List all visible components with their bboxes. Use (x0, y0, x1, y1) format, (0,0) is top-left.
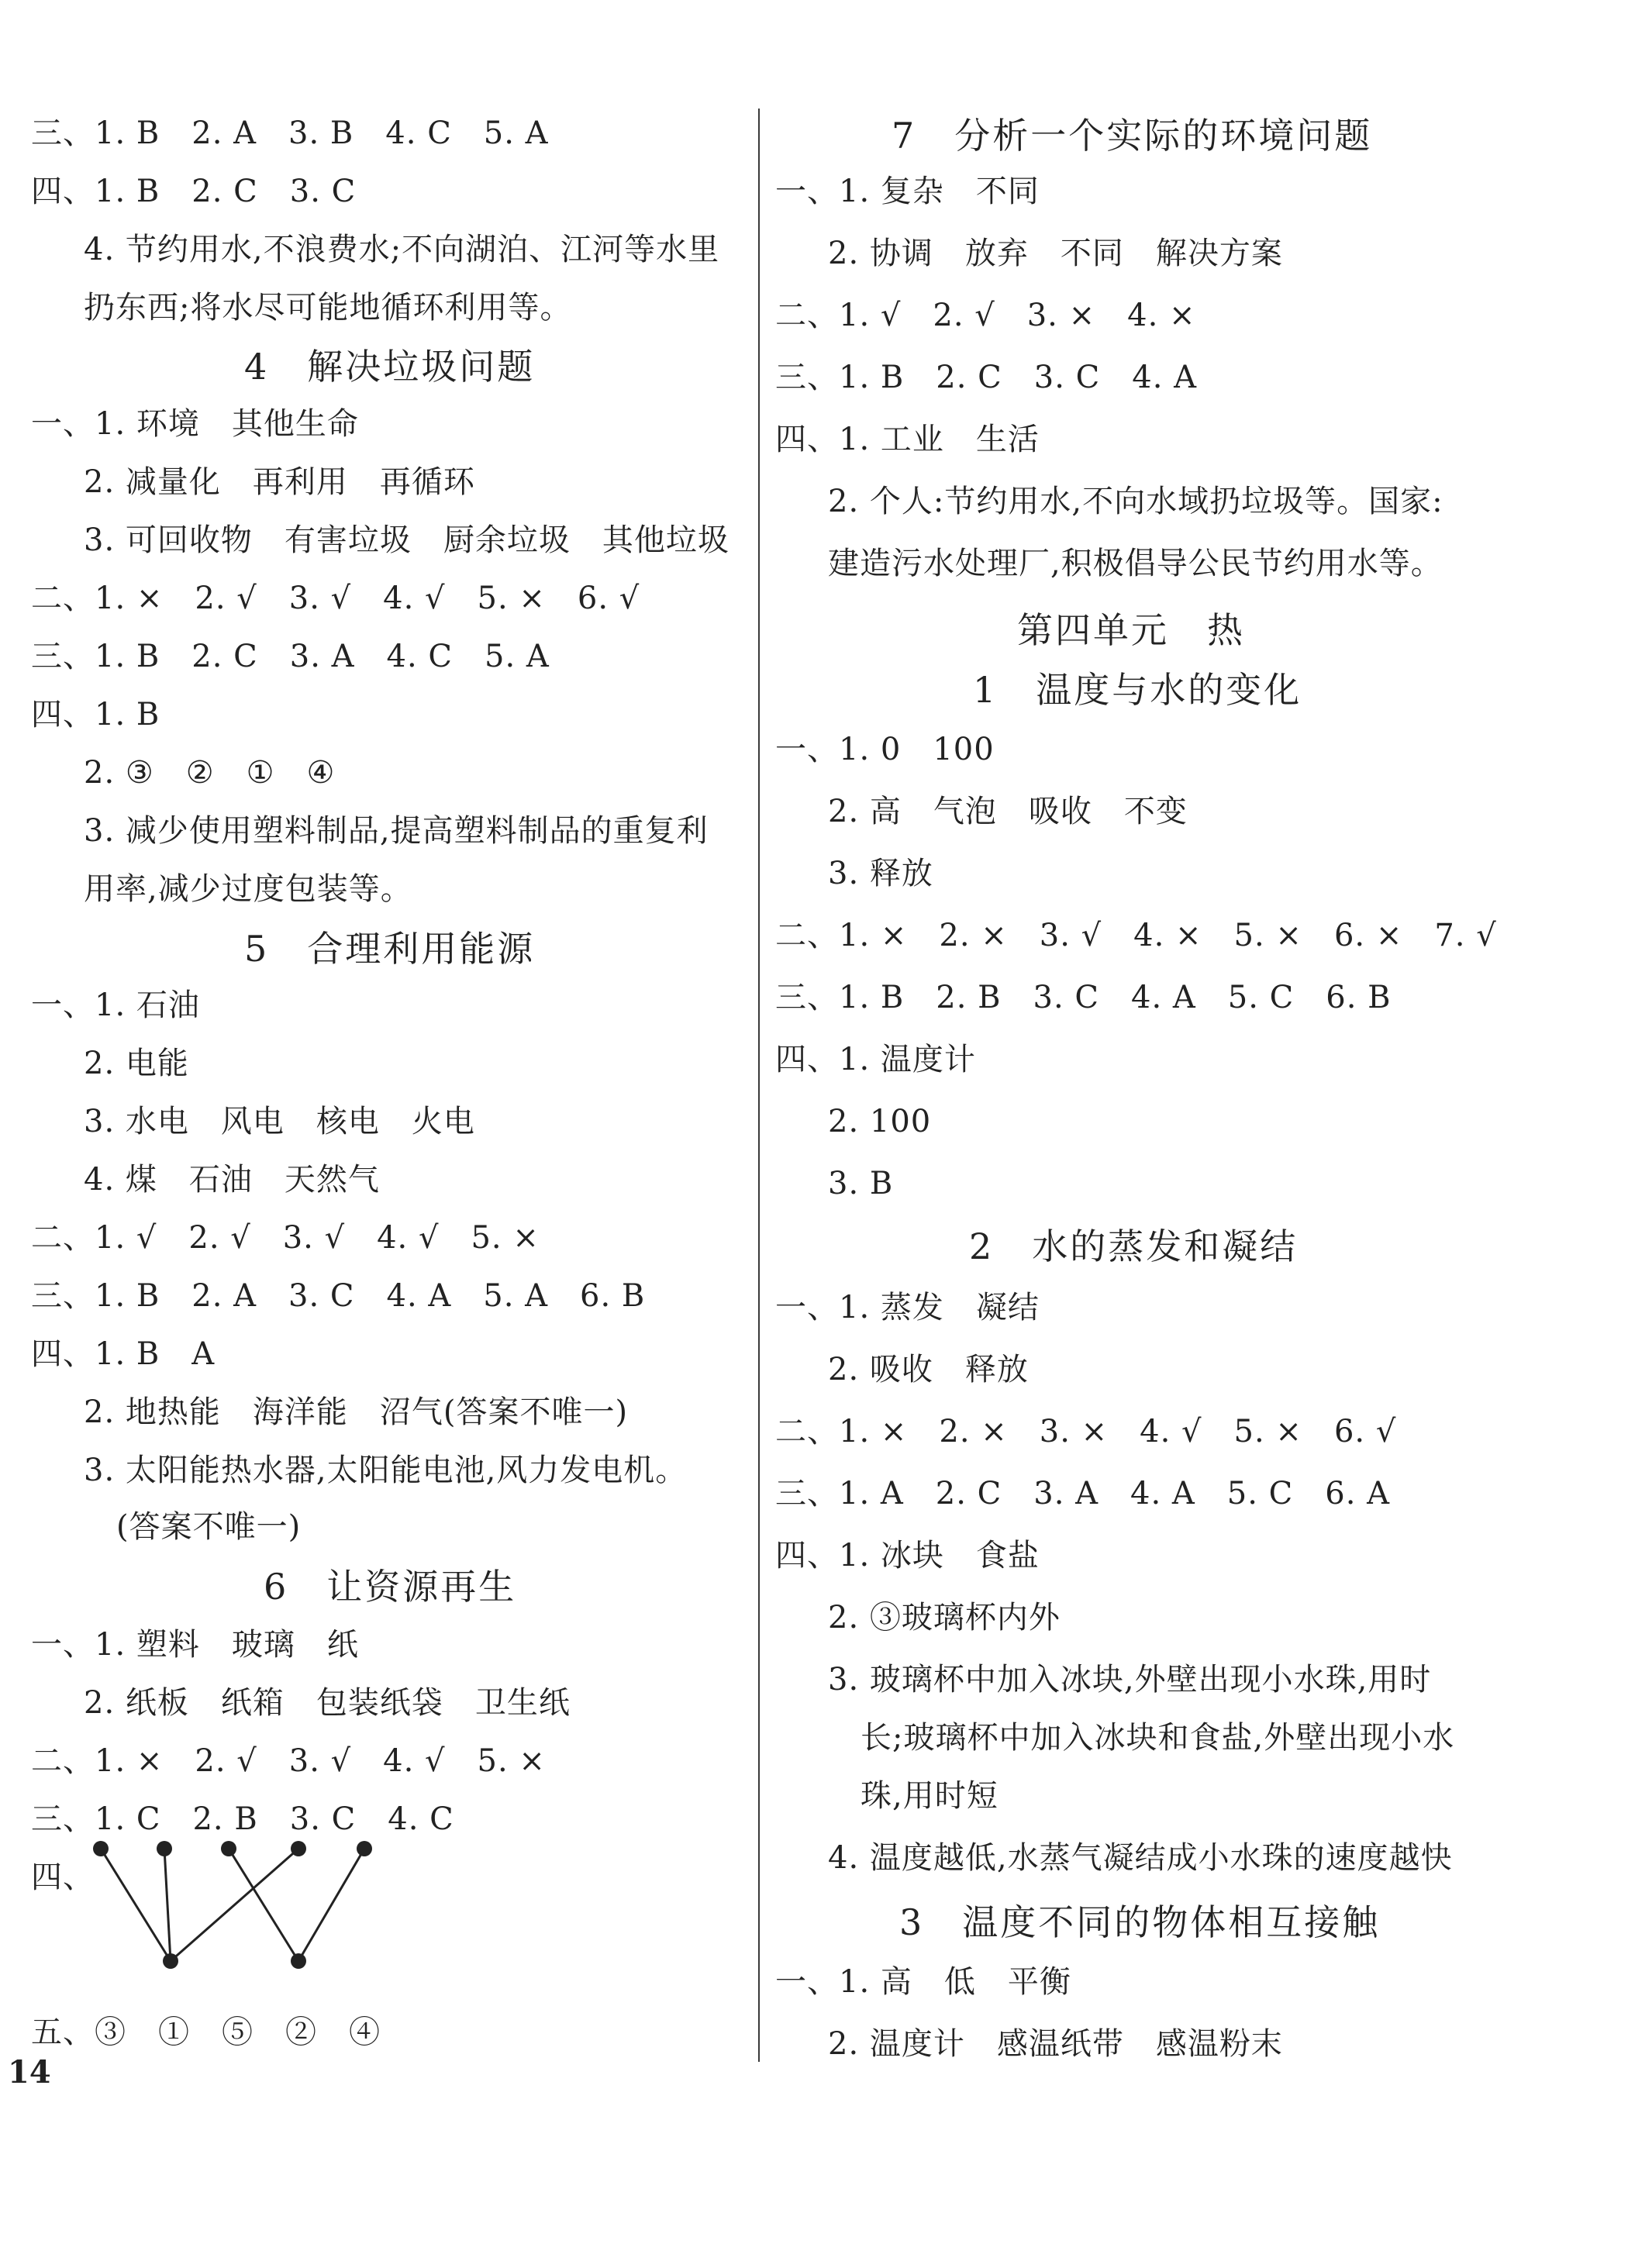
column-divider (758, 109, 760, 2062)
answer-line: 一、1. 石油 (31, 988, 200, 1023)
answer-line: 3. 释放 (828, 856, 933, 891)
match-dot (291, 1841, 306, 1856)
answer-line: 三、1. C 2. B 3. C 4. C (31, 1801, 454, 1837)
answer-line: 三、1. B 2. A 3. C 4. A 5. A 6. B (31, 1278, 646, 1314)
answer-line: 长;玻璃杯中加入冰块和食盐,外壁出现小水 (861, 1720, 1455, 1756)
answer-line: 一、1. 复杂 不同 (775, 174, 1040, 209)
answer-line: 一、1. 蒸发 凝结 (775, 1290, 1040, 1325)
answer-line: 三、1. B 2. C 3. A 4. C 5. A (31, 639, 550, 674)
answer-line: 五、③ ① ⑤ ② ④ (31, 2015, 381, 2050)
answer-line: 3. 减少使用塑料制品,提高塑料制品的重复利 (84, 813, 709, 849)
match-line (298, 1849, 364, 1961)
answer-line: 2. 减量化 再利用 再循环 (84, 464, 475, 500)
answer-line: 2. 纸板 纸箱 包装纸袋 卫生纸 (84, 1685, 571, 1721)
match-dot (163, 1953, 178, 1969)
answer-line: 2. 电能 (84, 1046, 189, 1081)
answer-line: 2. 100 (828, 1104, 932, 1139)
match-dot (221, 1841, 236, 1856)
answer-line: 一、1. 高 低 平衡 (775, 1964, 1071, 2000)
answer-line: 2. ③玻璃杯内外 (828, 1600, 1061, 1636)
answer-line: 2. ③ ② ① ④ (84, 755, 336, 791)
answer-line: 四、1. B (31, 697, 160, 732)
answer-line: 扔东西;将水尽可能地循环利用等。 (84, 290, 572, 326)
unit-heading: 第四单元 热 (1017, 609, 1245, 651)
match-line (171, 1849, 298, 1961)
answer-line: 4. 温度越低,水蒸气凝结成小水珠的速度越快 (828, 1840, 1453, 1876)
answer-line: 3. B (828, 1166, 894, 1201)
answer-line: (答案不唯一) (116, 1509, 302, 1545)
answer-line: 三、1. B 2. C 3. C 4. A (775, 360, 1198, 395)
matching-diagram (78, 1833, 403, 1988)
answer-line: 2. 高 气泡 吸收 不变 (828, 794, 1188, 829)
answer-line: 二、1. × 2. √ 3. √ 4. √ 5. × 6. √ (31, 581, 640, 616)
answer-line: 二、1. × 2. × 3. √ 4. × 5. × 6. × 7. √ (775, 918, 1497, 953)
answer-line: 2. 地热能 海洋能 沼气(答案不唯一) (84, 1394, 629, 1430)
answer-line: 二、1. × 2. × 3. × 4. √ 5. × 6. √ (775, 1414, 1397, 1449)
answer-line: 2. 吸收 释放 (828, 1352, 1029, 1387)
section-heading: 1 温度与水的变化 (973, 669, 1302, 711)
page-number: 14 (8, 2054, 51, 2090)
section-heading: 3 温度不同的物体相互接触 (899, 1901, 1381, 1943)
answer-line: 四、 (31, 1860, 95, 1895)
section-heading: 4 解决垃圾问题 (244, 346, 536, 388)
match-line (229, 1849, 298, 1961)
match-dot (357, 1841, 372, 1856)
answer-line: 一、1. 环境 其他生命 (31, 406, 359, 442)
answer-line: 3. 太阳能热水器,太阳能电池,风力发电机。 (84, 1453, 688, 1488)
answer-line: 三、1. B 2. A 3. B 4. C 5. A (31, 115, 549, 151)
answer-line: 3. 水电 风电 核电 火电 (84, 1104, 475, 1139)
answer-line: 四、1. 冰块 食盐 (775, 1538, 1040, 1573)
section-heading: 7 分析一个实际的环境问题 (892, 115, 1373, 157)
match-line (164, 1849, 171, 1961)
match-dot (93, 1841, 109, 1856)
answer-line: 建造污水处理厂,积极倡导公民节约用水等。 (828, 546, 1443, 581)
section-heading: 6 让资源再生 (264, 1566, 517, 1608)
match-line (101, 1849, 171, 1961)
answer-line: 3. 玻璃杯中加入冰块,外壁出现小水珠,用时 (828, 1662, 1432, 1698)
answer-line: 2. 温度计 感温纸带 感温粉末 (828, 2026, 1283, 2062)
match-dot (157, 1841, 172, 1856)
answer-line: 4. 煤 石油 天然气 (84, 1162, 380, 1198)
answer-line: 二、1. √ 2. √ 3. × 4. × (775, 298, 1196, 333)
answer-line: 一、1. 塑料 玻璃 纸 (31, 1627, 359, 1663)
answer-line: 用率,减少过度包装等。 (84, 871, 412, 907)
section-heading: 5 合理利用能源 (244, 928, 536, 970)
answer-line: 一、1. 0 100 (775, 732, 995, 767)
answer-line: 二、1. √ 2. √ 3. √ 4. √ 5. × (31, 1220, 540, 1256)
answer-line: 2. 个人:节约用水,不向水域扔垃圾等。国家: (828, 484, 1443, 519)
answer-line: 四、1. B 2. C 3. C (31, 174, 357, 209)
answer-line: 珠,用时短 (861, 1778, 999, 1814)
answer-line: 四、1. 温度计 (775, 1042, 976, 1077)
answer-line: 3. 可回收物 有害垃圾 厨余垃圾 其他垃圾 (84, 522, 729, 558)
answer-line: 2. 协调 放弃 不同 解决方案 (828, 236, 1283, 271)
answer-line: 二、1. × 2. √ 3. √ 4. √ 5. × (31, 1743, 546, 1779)
answer-line: 四、1. 工业 生活 (775, 422, 1040, 457)
answer-line: 四、1. B A (31, 1336, 216, 1372)
answer-line: 三、1. B 2. B 3. C 4. A 5. C 6. B (775, 980, 1392, 1015)
answer-line: 4. 节约用水,不浪费水;不向湖泊、江河等水里 (84, 232, 720, 267)
answer-line: 三、1. A 2. C 3. A 4. A 5. C 6. A (775, 1476, 1391, 1511)
section-heading: 2 水的蒸发和凝结 (969, 1225, 1299, 1267)
match-dot (291, 1953, 306, 1969)
